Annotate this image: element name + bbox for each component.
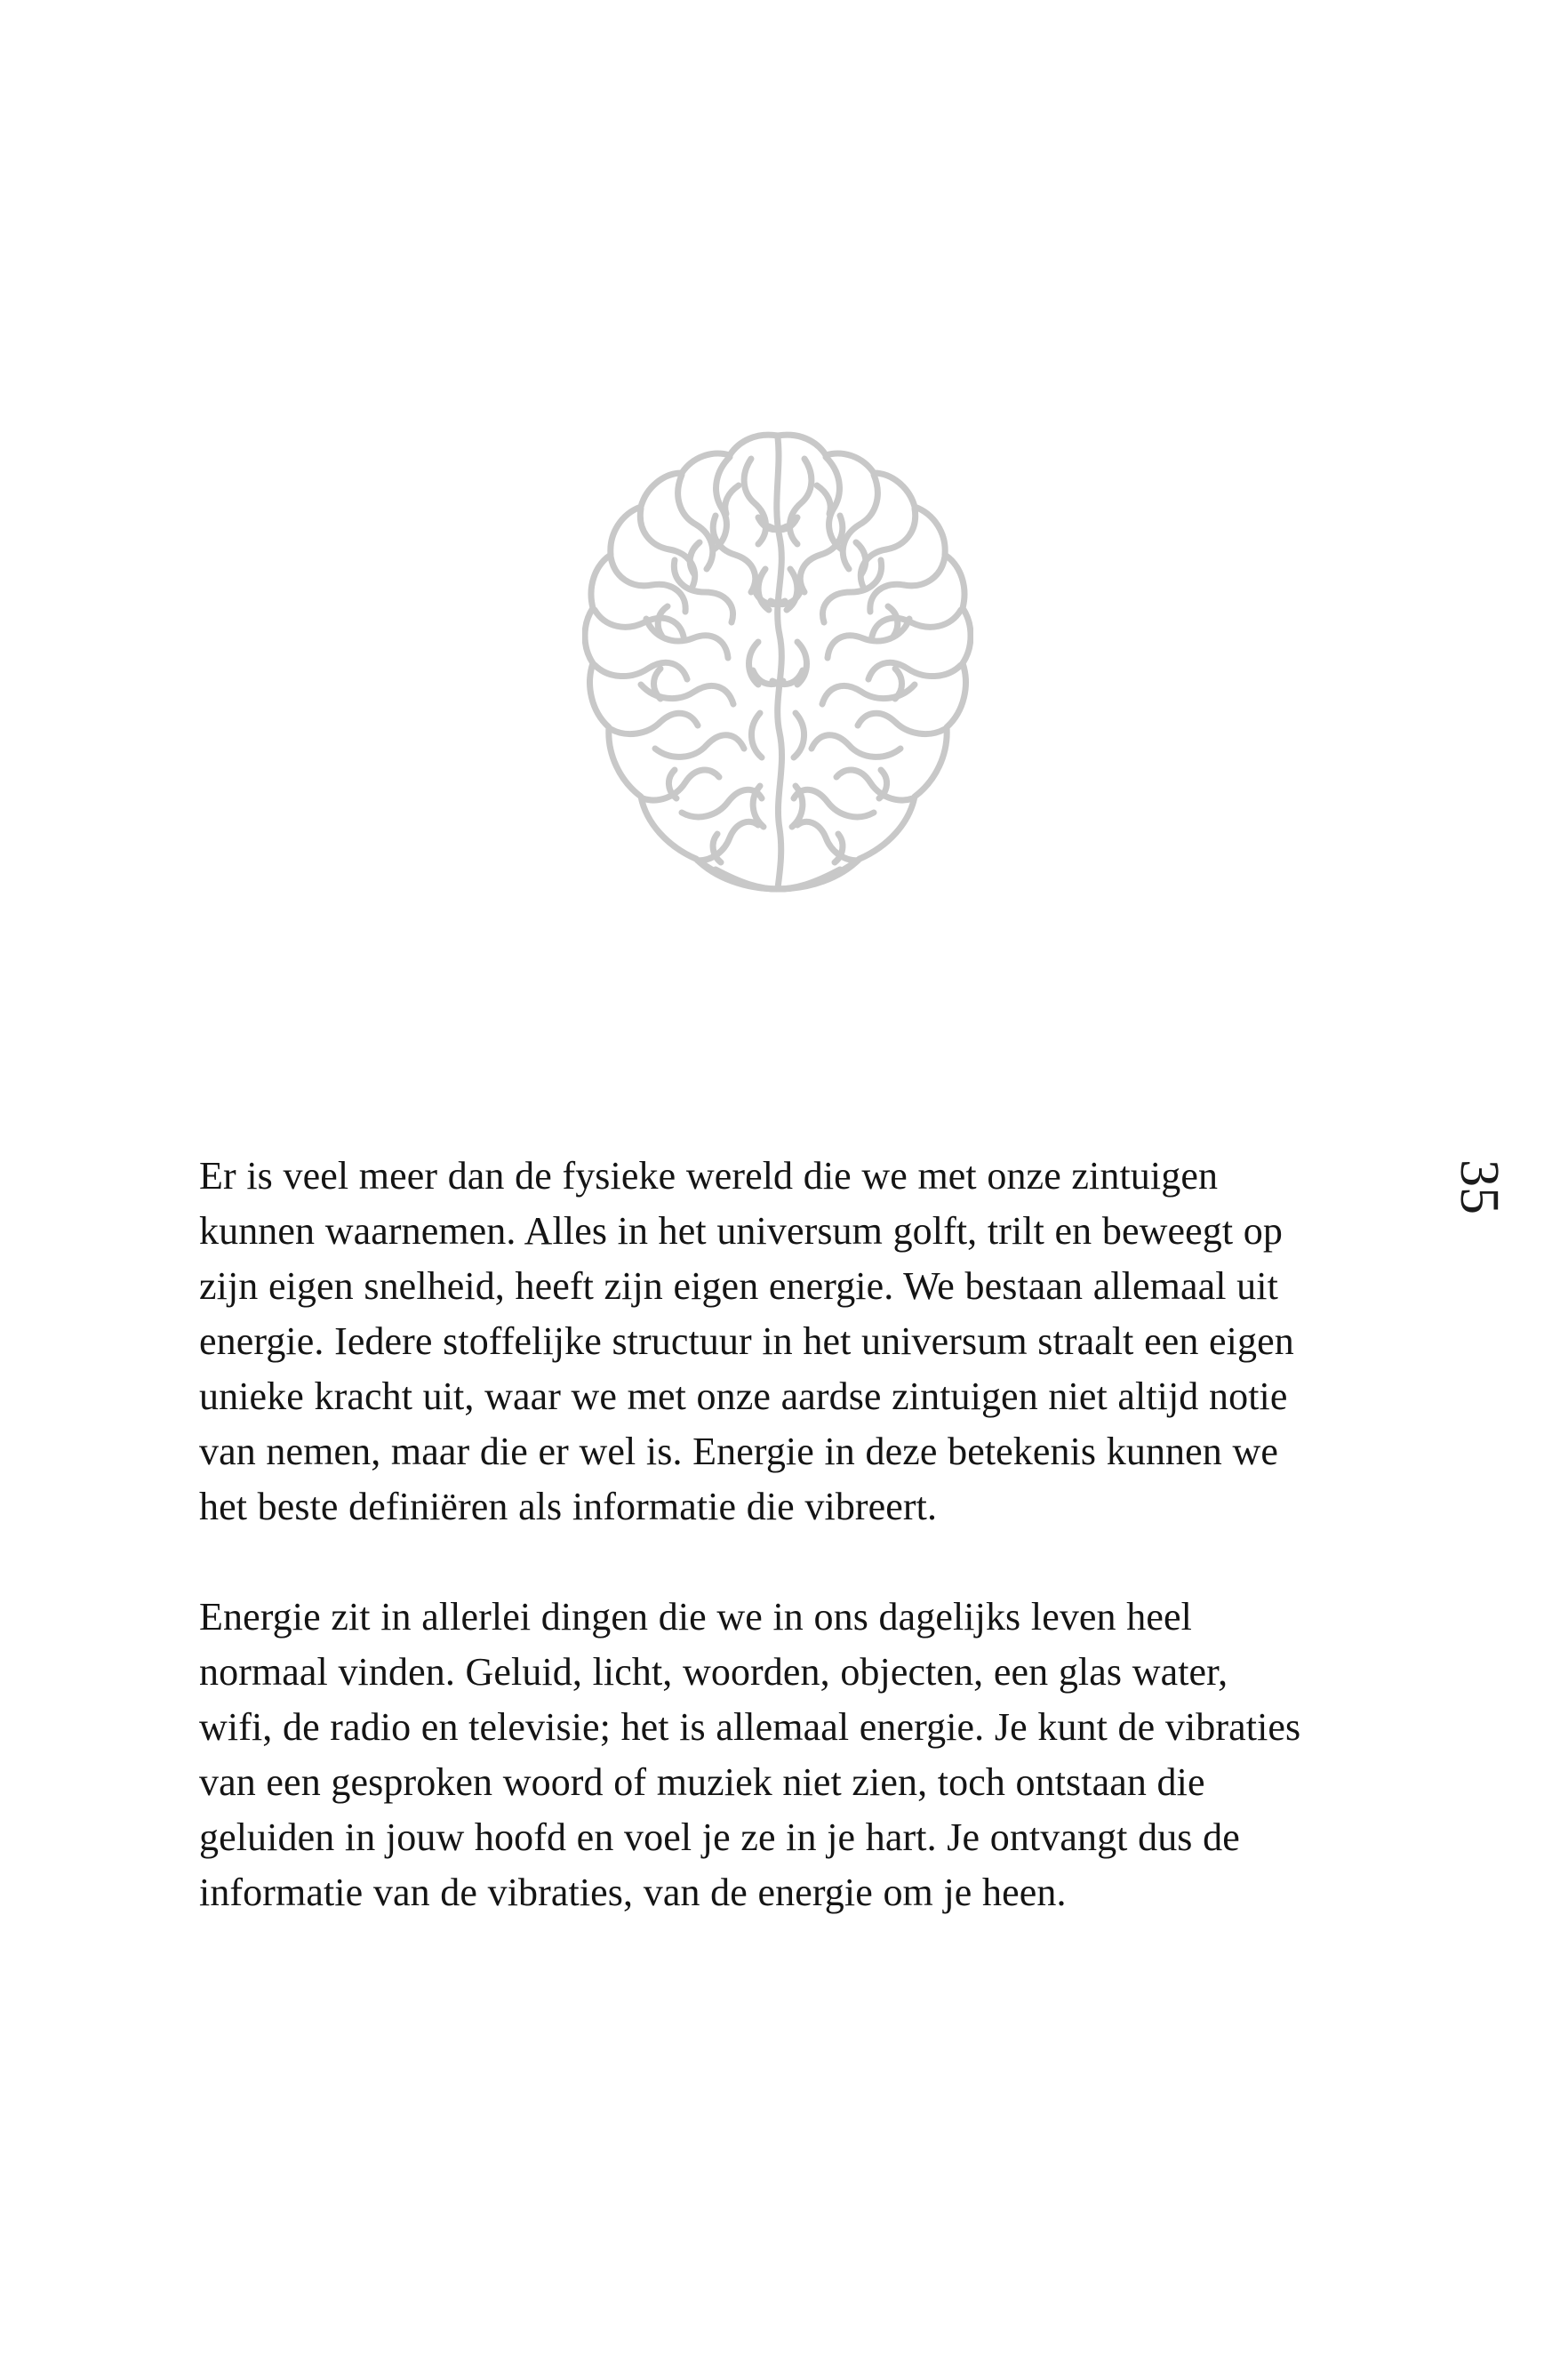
page-number [1426,1129,1532,1245]
body-text [199,1149,1305,1920]
brain-icon [582,418,973,902]
paragraph-1: Er is veel meer dan de fysieke wereld die we met onze zintuigen kunnen waarnemen. Alles in het universum golft, trilt en beweegt op zijn eigen snelheid, heeft zijn eigen energie. We bestaan allemaal uit energie. Iedere stoffelijke structuur in het universum straalt een eigen unieke kracht uit, waar we met onze aardse zintuigen niet altijd notie van nemen, maar die er wel is. Energie in deze betekenis kunnen we het beste definiëren als informatie die vibreert. [199,1154,1294,1528]
brain-illustration [582,418,973,902]
paragraph-2: Energie zit in allerlei dingen die we in ons dagelijks leven heel normaal vinden. Geluid, licht, woorden, objecten, een glas water, wifi, de radio en televisie; het is allemaal energie. Je kunt de vibraties van een gesproken woord of muziek niet zien, toch ontstaan die geluiden in jouw hoofd en voel je ze in je hart. Je ontvangt dus de informatie van de vibraties, van de energie om je heen. [199,1595,1301,1914]
page-number-value: 35 [1449,1159,1509,1214]
